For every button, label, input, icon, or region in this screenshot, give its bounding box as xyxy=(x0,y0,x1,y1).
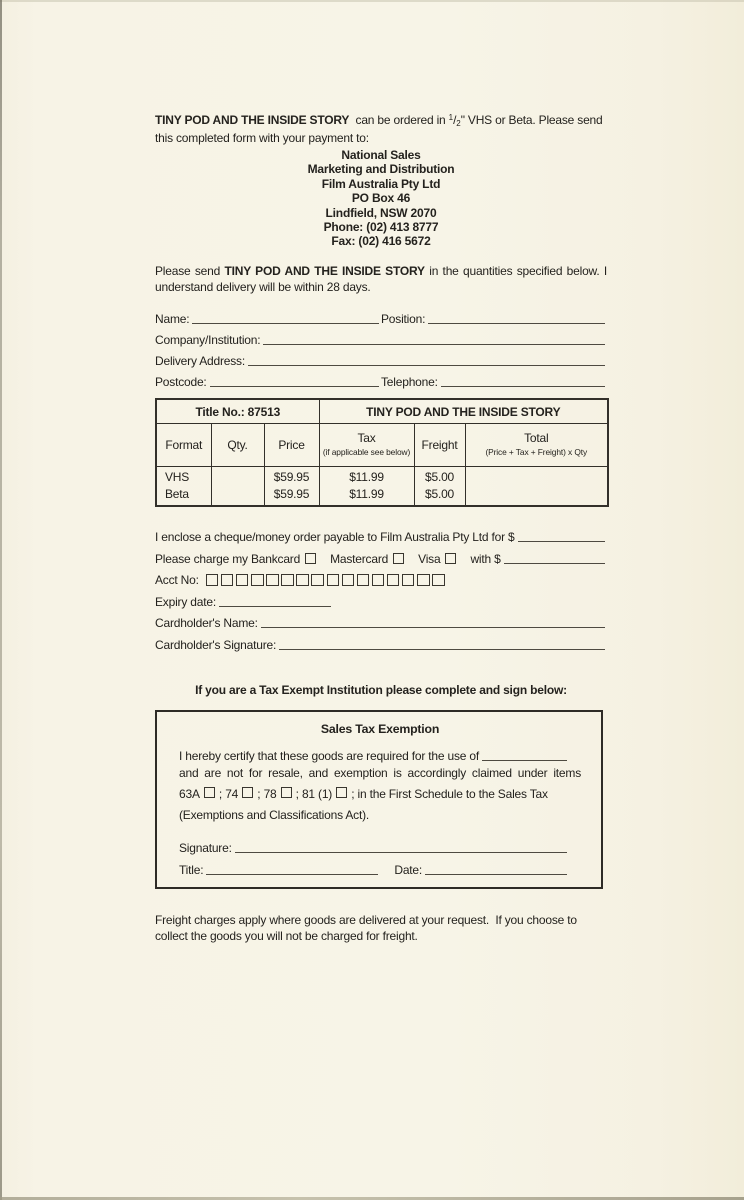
expiry-date-label: Expiry date: xyxy=(155,594,216,609)
order-request-paragraph xyxy=(155,263,607,295)
format-cell xyxy=(156,467,211,506)
account-number-box[interactable] xyxy=(387,574,400,587)
account-number-box[interactable] xyxy=(296,574,309,587)
title-number-cell: Title No.: 87513 xyxy=(156,399,319,424)
postcode-telephone-row xyxy=(155,368,607,389)
title-date-row xyxy=(179,855,581,877)
item-81-checkbox[interactable] xyxy=(336,787,347,798)
table-product-title-cell: TINY POD AND THE INSIDE STORY xyxy=(319,399,608,424)
cardholder-signature-label: Cardholder's Signature: xyxy=(155,637,277,652)
position-label: Position: xyxy=(381,311,426,326)
exemption-items-line xyxy=(179,784,581,826)
fraction-numerator: 1 xyxy=(448,113,454,122)
account-number-box[interactable] xyxy=(236,574,249,587)
date-fill-line[interactable] xyxy=(425,862,567,875)
total-cell[interactable] xyxy=(465,467,608,506)
bankcard-label: Please charge my Bankcard xyxy=(155,551,301,566)
page-edge-left xyxy=(0,0,2,1200)
cheque-amount-fill-line[interactable] xyxy=(518,529,605,542)
address-line: PO Box 46 xyxy=(351,191,411,206)
item-separator: ; xyxy=(295,786,299,801)
visa-label: Visa xyxy=(418,551,441,566)
item-separator: ; xyxy=(257,786,261,801)
item-separator: ; xyxy=(218,786,223,801)
total-header-label: Total xyxy=(524,430,549,445)
use-of-fill-line[interactable] xyxy=(482,748,567,761)
telephone-fill-line[interactable] xyxy=(441,374,605,387)
price-cell xyxy=(264,467,319,506)
request-pre-text: Please send xyxy=(155,263,221,278)
qty-column-header: Qty. xyxy=(211,424,264,467)
freight-note: Freight charges apply where goods are delivered at your request. If you choose to collect the goods you will not be charged for freight. xyxy=(155,912,580,943)
account-number-box[interactable] xyxy=(432,574,445,587)
account-number-box[interactable] xyxy=(311,574,324,587)
cardholder-signature-fill-line[interactable] xyxy=(279,637,605,650)
payment-address-block xyxy=(155,148,607,249)
qty-cell[interactable] xyxy=(211,467,264,506)
freight-column-header: Freight xyxy=(414,424,465,467)
price-beta: $59.95 xyxy=(273,487,310,502)
account-number-box[interactable] xyxy=(221,574,234,587)
mastercard-checkbox[interactable] xyxy=(393,553,404,564)
cardholder-name-row xyxy=(155,609,607,631)
expiry-date-fill-line[interactable] xyxy=(219,594,331,607)
acct-no-label: Acct No: xyxy=(155,573,199,588)
account-number-box[interactable] xyxy=(417,574,430,587)
order-details-table xyxy=(155,398,609,507)
account-number-box[interactable] xyxy=(342,574,355,587)
document-content xyxy=(155,0,607,944)
address-line: Fax: (02) 416 5672 xyxy=(331,234,431,249)
postcode-fill-line[interactable] xyxy=(210,374,379,387)
box-spacer xyxy=(179,826,581,833)
total-header-subtext: (Price + Tax + Freight) x Qty xyxy=(485,446,588,457)
delivery-address-label: Delivery Address: xyxy=(155,353,245,368)
account-number-boxes xyxy=(206,574,448,588)
ordered-in-text: can be ordered in xyxy=(355,113,446,127)
address-line: Lindfield, NSW 2070 xyxy=(325,205,437,220)
tax-vhs: $11.99 xyxy=(349,470,384,485)
account-number-box[interactable] xyxy=(251,574,264,587)
account-number-box[interactable] xyxy=(266,574,279,587)
signature-fill-line[interactable] xyxy=(235,840,567,853)
address-line: National Sales xyxy=(341,148,421,162)
item-63a-label: 63A xyxy=(179,786,200,801)
certify-row xyxy=(179,742,581,763)
company-label: Company/Institution: xyxy=(155,332,261,347)
request-post-text: in the quantities specified below. I understand delivery will be within 28 days. xyxy=(155,263,607,294)
tax-header-label: Tax xyxy=(357,430,376,445)
format-column-header: Format xyxy=(156,424,211,467)
item-74-checkbox[interactable] xyxy=(242,787,253,798)
card-charge-row xyxy=(155,544,607,566)
item-78-checkbox[interactable] xyxy=(281,787,292,798)
cardholder-name-label: Cardholder's Name: xyxy=(155,616,258,631)
item-separator: ; xyxy=(351,786,355,801)
delivery-address-fill-line[interactable] xyxy=(248,353,605,366)
address-line: Marketing and Distribution xyxy=(307,162,455,177)
account-number-box[interactable] xyxy=(402,574,415,587)
company-fill-line[interactable] xyxy=(263,332,605,345)
fraction-slash: / xyxy=(453,113,457,127)
tax-beta: $11.99 xyxy=(349,487,384,502)
signature-row xyxy=(179,833,581,855)
postcode-label: Postcode: xyxy=(155,374,207,389)
cheque-row xyxy=(155,523,607,545)
item-74-label: 74 xyxy=(225,786,239,801)
name-fill-line[interactable] xyxy=(192,311,379,324)
account-number-box[interactable] xyxy=(357,574,370,587)
payment-section xyxy=(155,523,607,652)
cheque-line-label: I enclose a cheque/money order payable to Film Australia Pty Ltd for $ xyxy=(155,530,515,545)
company-row xyxy=(155,326,607,347)
product-title-text: TINY POD AND THE INSIDE STORY xyxy=(155,113,350,127)
request-product-title: TINY POD AND THE INSIDE STORY xyxy=(224,263,425,278)
price-column-header: Price xyxy=(264,424,319,467)
schedule-text: in the First Schedule to the Sales Tax (Exemptions and Classifications Act). xyxy=(179,786,548,822)
account-number-box[interactable] xyxy=(206,574,219,587)
delivery-address-row xyxy=(155,347,607,368)
address-line: Phone: (02) 413 8777 xyxy=(323,220,439,235)
total-column-header xyxy=(465,424,608,467)
account-number-box[interactable] xyxy=(372,574,385,587)
price-vhs: $59.95 xyxy=(273,470,310,485)
name-label: Name: xyxy=(155,311,190,326)
account-number-box[interactable] xyxy=(327,574,340,587)
tax-header-subtext: (if applicable see below) xyxy=(322,446,411,457)
freight-vhs: $5.00 xyxy=(425,470,455,485)
table-data-row xyxy=(156,467,608,506)
sales-tax-exemption-box xyxy=(155,710,603,889)
mastercard-label: Mastercard xyxy=(330,551,389,566)
exemption-box-title: Sales Tax Exemption xyxy=(320,721,440,736)
tax-exempt-heading: If you are a Tax Exempt Institution please complete and sign below: xyxy=(195,682,567,697)
bankcard-checkbox[interactable] xyxy=(305,553,316,564)
table-header-row xyxy=(156,424,608,467)
visa-checkbox[interactable] xyxy=(445,553,456,564)
cardholder-signature-row xyxy=(155,630,607,652)
fraction-denominator: 2 xyxy=(456,119,461,128)
freight-beta: $5.00 xyxy=(425,487,455,502)
certify-text: I hereby certify that these goods are required for the use of xyxy=(179,748,479,763)
item-78-label: 78 xyxy=(263,786,277,801)
table-title-row xyxy=(156,399,608,424)
ordered-post-text: " VHS or Beta. Please send this completed form with your payment to: xyxy=(155,113,603,145)
customer-details-fields xyxy=(155,305,607,389)
item-63a-checkbox[interactable] xyxy=(204,787,215,798)
name-position-row xyxy=(155,305,607,326)
freight-cell xyxy=(414,467,465,506)
with-amount-label: with $ xyxy=(470,551,501,566)
item-81-label: 81 (1) xyxy=(301,786,333,801)
signature-label: Signature: xyxy=(179,840,232,855)
format-vhs: VHS xyxy=(165,470,190,485)
tax-cell xyxy=(319,467,414,506)
format-beta: Beta xyxy=(165,487,189,502)
account-number-box[interactable] xyxy=(281,574,294,587)
cardholder-name-fill-line[interactable] xyxy=(261,615,605,628)
resale-text: and are not for resale, and exemption is accordingly claimed under items xyxy=(179,765,581,780)
expiry-date-row xyxy=(155,587,607,609)
title-label: Title: xyxy=(179,862,204,877)
position-fill-line[interactable] xyxy=(428,311,605,324)
title-fill-line[interactable] xyxy=(206,862,378,875)
address-line: Film Australia Pty Ltd xyxy=(321,176,441,191)
charge-amount-fill-line[interactable] xyxy=(504,551,605,564)
account-number-row xyxy=(155,566,607,588)
telephone-label: Telephone: xyxy=(381,374,438,389)
tax-column-header xyxy=(319,424,414,467)
date-label: Date: xyxy=(394,862,423,877)
order-header-text xyxy=(155,110,607,146)
